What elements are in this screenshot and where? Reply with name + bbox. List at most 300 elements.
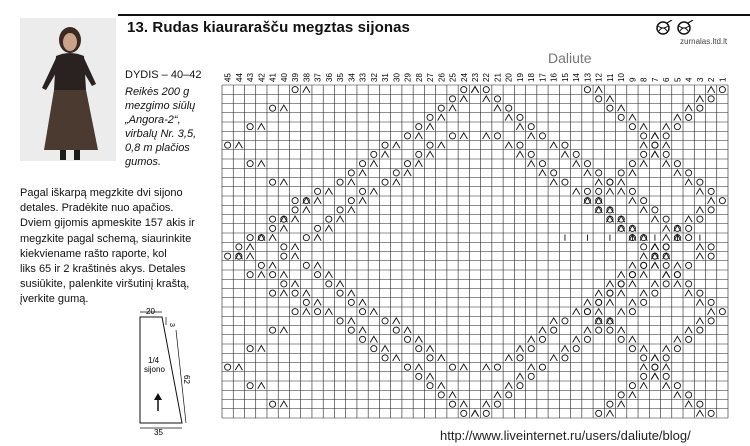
decrease-symbol (595, 179, 602, 185)
decrease-symbol (573, 161, 580, 167)
decrease-symbol (618, 327, 625, 333)
yarn-over-symbol (551, 327, 557, 333)
decrease-symbol (584, 170, 591, 176)
yarn-over-symbol (697, 216, 703, 222)
column-label: 1 (718, 77, 728, 82)
yarn-over-symbol (315, 188, 321, 194)
yarn-over-symbol (382, 355, 388, 361)
pattern-schema (120, 305, 220, 435)
decrease-symbol (651, 355, 658, 361)
decrease-symbol (280, 272, 287, 278)
decrease-symbol (651, 244, 658, 250)
decrease-symbol (370, 309, 377, 315)
decrease-symbol (359, 327, 366, 333)
yarn-over-symbol (449, 133, 455, 139)
decrease-symbol (483, 401, 490, 407)
yarn-over-symbol (348, 327, 354, 333)
yarn-over-symbol (584, 336, 590, 342)
yarn-over-symbol (303, 235, 309, 241)
decrease-symbol (291, 244, 298, 250)
decrease-symbol (584, 327, 591, 333)
yarn-over-symbol (539, 336, 545, 342)
yarn-over-symbol (663, 281, 669, 287)
materials-line: mezgimo siūlų (125, 100, 196, 112)
decrease-symbol (516, 346, 523, 352)
decrease-symbol (561, 346, 568, 352)
column-label: 10 (617, 73, 627, 82)
column-label: 4 (684, 77, 694, 82)
yarn-over-symbol (348, 198, 354, 204)
yarn-over-symbol (629, 383, 635, 389)
decrease-symbol (381, 346, 388, 352)
instructions-line: detales. Pradėkite nuo apačios. (20, 202, 174, 215)
yarn-over-symbol (663, 373, 669, 379)
yarn-over-symbol (596, 188, 602, 194)
decrease-symbol (606, 410, 613, 416)
decrease-symbol (696, 96, 703, 102)
decrease-symbol (550, 318, 557, 324)
column-label: 17 (538, 73, 548, 82)
decrease-symbol (516, 373, 523, 379)
yarn-over-symbol (708, 318, 714, 324)
instructions-line: susiūkite, palenkite viršutinį kraštą, (20, 278, 190, 291)
yarn-over-symbol (641, 299, 647, 305)
decrease-symbol (505, 142, 512, 148)
decrease-symbol (663, 124, 670, 130)
column-label: 12 (594, 73, 604, 82)
yarn-over-symbol (697, 179, 703, 185)
decrease-symbol (595, 290, 602, 296)
yarn-over-symbol (326, 216, 332, 222)
yarn-over-symbol (641, 244, 647, 250)
column-label: 24 (459, 73, 469, 82)
knitting-chart (219, 65, 730, 420)
decrease-symbol (640, 383, 647, 389)
column-label: 8 (639, 77, 649, 82)
decrease-symbol (618, 401, 625, 407)
footer-url: http://www.liveinternet.ru/users/daliute/blog/ (440, 428, 691, 443)
yarn-over-symbol (596, 410, 602, 416)
yarn-over-symbol (641, 355, 647, 361)
yarn-over-symbol (652, 207, 658, 213)
yarn-icons (655, 20, 694, 36)
yarn-over-symbol (641, 373, 647, 379)
decrease-symbol (471, 87, 478, 93)
decrease-symbol (314, 198, 321, 204)
decrease-symbol (471, 410, 478, 416)
decrease-symbol (348, 179, 355, 185)
decrease-symbol (516, 124, 523, 130)
yarn-over-symbol (270, 105, 276, 111)
decrease-symbol (640, 142, 647, 148)
decrease-symbol (640, 364, 647, 370)
yarn-over-symbol (427, 142, 433, 148)
decrease-symbol (438, 114, 445, 120)
yarn-over-symbol (674, 272, 680, 278)
column-label: 21 (493, 73, 503, 82)
decrease-symbol (595, 87, 602, 93)
decrease-symbol (426, 346, 433, 352)
decrease-symbol (685, 216, 692, 222)
yarn-over-symbol (326, 281, 332, 287)
decrease-symbol (483, 133, 490, 139)
yarn-over-symbol (360, 161, 366, 167)
decrease-symbol (651, 355, 658, 361)
column-label: 25 (448, 73, 458, 82)
decrease-symbol (393, 179, 400, 185)
decrease-symbol (505, 114, 512, 120)
decrease-symbol (708, 198, 715, 204)
decrease-symbol (539, 170, 546, 176)
yarn-over-symbol (596, 327, 602, 333)
yarn-over-symbol (618, 336, 624, 342)
column-label: 23 (471, 73, 480, 82)
yarn-over-symbol (247, 235, 253, 241)
column-label: 14 (572, 73, 582, 82)
decrease-symbol (708, 87, 715, 93)
decrease-symbol (674, 281, 681, 287)
decrease-symbol (370, 336, 377, 342)
yarn-over-symbol (596, 299, 602, 305)
decrease-symbol (426, 124, 433, 130)
materials-line: virbalų Nr. 3,5, (125, 128, 197, 140)
yarn-over-symbol (686, 235, 692, 241)
yarn-over-symbol (686, 170, 692, 176)
decrease-symbol (494, 392, 501, 398)
yarn-over-symbol (427, 383, 433, 389)
decrease-symbol (325, 188, 332, 194)
yarn-over-symbol (416, 373, 422, 379)
decrease-symbol (674, 114, 681, 120)
column-label: 44 (234, 73, 244, 82)
yarn-over-symbol (686, 225, 692, 231)
column-label: 18 (527, 73, 537, 82)
decrease-symbol (685, 179, 692, 185)
decrease-symbol (696, 410, 703, 416)
page-title: 13. Rudas kiaurarašču megztas sijonas (127, 19, 410, 36)
up-arrow-icon (154, 393, 162, 411)
decrease-symbol (314, 235, 321, 241)
header-rule (118, 14, 750, 16)
yarn-over-symbol (371, 151, 377, 157)
instructions-line: Pagal iškarpą megzkite dvi sijono (20, 187, 183, 199)
decrease-symbol (618, 188, 625, 194)
yarn-over-symbol (337, 179, 343, 185)
decrease-symbol (336, 281, 343, 287)
yarn-ball-icon (655, 20, 673, 36)
decrease-symbol (393, 142, 400, 148)
decrease-symbol (280, 327, 287, 333)
yarn-over-symbol (641, 133, 647, 139)
yarn-over-symbol (483, 87, 489, 93)
decrease-symbol (438, 383, 445, 389)
yarn-over-symbol (596, 170, 602, 176)
decrease-symbol (348, 290, 355, 296)
decrease-symbol (651, 133, 658, 139)
decrease-symbol (460, 401, 467, 407)
decrease-symbol (325, 309, 332, 315)
yarn-over-symbol (371, 346, 377, 352)
yarn-over-symbol (449, 401, 455, 407)
instructions-line: kiekviename rašto raporte, kol (20, 247, 167, 260)
column-label: 16 (549, 73, 559, 82)
yarn-over-symbol (506, 105, 512, 111)
yarn-over-symbol (416, 151, 422, 157)
materials-line: 0,8 m plačios (125, 142, 190, 154)
decrease-symbol (280, 179, 287, 185)
decrease-symbol (235, 364, 242, 370)
yarn-over-symbol (629, 124, 635, 130)
yarn-over-symbol (551, 170, 557, 176)
decrease-symbol (438, 142, 445, 148)
yarn-over-symbol (281, 253, 287, 259)
decrease-symbol (685, 327, 692, 333)
decrease-symbol (280, 401, 287, 407)
yarn-over-symbol (303, 299, 309, 305)
yarn-over-symbol (562, 318, 568, 324)
yarn-over-symbol (427, 114, 433, 120)
materials-block (125, 85, 215, 169)
yarn-over-symbol (652, 290, 658, 296)
decrease-symbol (471, 410, 478, 416)
yarn-over-symbol (573, 151, 579, 157)
decrease-symbol (336, 216, 343, 222)
yarn-over-symbol (449, 364, 455, 370)
decrease-symbol (415, 161, 422, 167)
yarn-over-symbol (641, 198, 647, 204)
decrease-symbol (651, 216, 658, 222)
model-photo (20, 18, 116, 161)
decrease-symbol (663, 142, 670, 148)
yarn-over-symbol (697, 401, 703, 407)
yarn-over-symbol (562, 142, 568, 148)
decrease-symbol (303, 87, 310, 93)
yarn-over-symbol (629, 161, 635, 167)
yarn-over-symbol (337, 290, 343, 296)
decrease-symbol (415, 133, 422, 139)
column-label: 2 (707, 77, 717, 82)
column-label: 42 (257, 73, 267, 82)
yarn-over-symbol (708, 244, 714, 250)
yarn-over-symbol (427, 355, 433, 361)
yarn-over-symbol (562, 179, 568, 185)
decrease-symbol (269, 235, 276, 241)
yarn-over-symbol (506, 392, 512, 398)
yarn-over-symbol (584, 188, 590, 194)
yarn-over-symbol (270, 225, 276, 231)
decrease-symbol (640, 207, 647, 213)
yarn-over-symbol (708, 188, 714, 194)
decrease-symbol (618, 290, 625, 296)
yarn-over-symbol (674, 346, 680, 352)
yarn-over-symbol (584, 87, 590, 93)
schema-bottom-width: 35 (154, 428, 163, 435)
decrease-symbol (235, 142, 242, 148)
decrease-symbol (629, 336, 636, 342)
column-label: 26 (437, 73, 447, 82)
yarn-over-symbol (686, 392, 692, 398)
decrease-symbol (516, 151, 523, 157)
decrease-symbol (303, 290, 310, 296)
decrease-symbol (291, 281, 298, 287)
yarn-over-symbol (292, 198, 298, 204)
decrease-symbol (426, 151, 433, 157)
decrease-symbol (696, 318, 703, 324)
decrease-symbol (449, 105, 456, 111)
yarn-over-symbol (382, 142, 388, 148)
column-label: 30 (392, 73, 402, 82)
yarn-over-symbol (663, 355, 669, 361)
yarn-over-symbol (247, 346, 253, 352)
yarn-over-symbol (674, 383, 680, 389)
yarn-over-symbol (618, 170, 624, 176)
yarn-over-symbol (247, 272, 253, 278)
yarn-over-symbol (494, 96, 500, 102)
column-label: 20 (504, 73, 514, 82)
yarn-over-symbol (393, 170, 399, 176)
yarn-over-symbol (360, 336, 366, 342)
decrease-symbol (370, 161, 377, 167)
yarn-over-symbol (607, 327, 613, 333)
yarn-over-symbol (382, 179, 388, 185)
yarn-over-symbol (652, 364, 658, 370)
decrease-symbol (550, 355, 557, 361)
column-label: 43 (246, 73, 256, 82)
decrease-symbol (573, 309, 580, 315)
decrease-symbol (573, 336, 580, 342)
yarn-over-symbol (618, 114, 624, 120)
yarn-over-symbol (292, 290, 298, 296)
yarn-over-symbol (270, 327, 276, 333)
yarn-over-symbol (629, 309, 635, 315)
schema-height: 62 (182, 375, 191, 384)
decrease-symbol (629, 262, 636, 268)
yarn-over-symbol (382, 318, 388, 324)
decrease-symbol (606, 281, 613, 287)
decrease-symbol (404, 170, 411, 176)
yarn-over-symbol (270, 179, 276, 185)
yarn-over-symbol (708, 253, 714, 259)
decrease-symbol (663, 346, 670, 352)
yarn-over-symbol (596, 96, 602, 102)
yarn-over-symbol (270, 401, 276, 407)
yarn-over-symbol (607, 105, 613, 111)
decrease-symbol (258, 124, 265, 130)
yarn-over-symbol (528, 151, 534, 157)
column-label: 32 (369, 73, 379, 82)
decrease-symbol (483, 364, 490, 370)
instructions-line: megzkite pagal schemą, siaurinkite (20, 232, 192, 245)
instructions-line: Dviem gijomis apmeskite 157 akis ir (20, 217, 195, 230)
decrease-symbol (550, 142, 557, 148)
decrease-symbol (663, 383, 670, 389)
decrease-symbol (393, 355, 400, 361)
decrease-symbol (348, 207, 355, 213)
decrease-symbol (651, 151, 658, 157)
decrease-symbol (494, 105, 501, 111)
yarn-ball-icon (676, 20, 694, 36)
decrease-symbol (426, 373, 433, 379)
column-label: 22 (482, 73, 492, 82)
yarn-over-symbol (539, 133, 545, 139)
column-label: 40 (279, 73, 289, 82)
decrease-symbol (685, 105, 692, 111)
schema-panel-label: sijono (144, 365, 165, 374)
yarn-over-symbol (337, 207, 343, 213)
yarn-over-symbol (270, 216, 276, 222)
schema-top-width: 20 (146, 307, 155, 316)
yarn-over-symbol (404, 133, 410, 139)
decrease-symbol (651, 262, 658, 268)
yarn-over-symbol (607, 401, 613, 407)
chart-signature: Daliute (548, 50, 592, 66)
column-label: 7 (650, 77, 660, 82)
yarn-over-symbol (236, 244, 242, 250)
decrease-symbol (393, 318, 400, 324)
decrease-symbol (606, 188, 613, 194)
decrease-symbol (606, 299, 613, 305)
materials-line: „Angora-2“, (125, 114, 181, 126)
column-label: 33 (358, 73, 368, 82)
yarn-over-symbol (674, 124, 680, 130)
decrease-symbol (258, 161, 265, 167)
yarn-over-symbol (281, 281, 287, 287)
yarn-over-symbol (225, 364, 231, 370)
decrease-symbol (674, 392, 681, 398)
decrease-symbol (528, 364, 535, 370)
yarn-over-symbol (517, 355, 523, 361)
yarn-over-symbol (348, 299, 354, 305)
column-label: 15 (560, 73, 570, 82)
column-label: 39 (291, 73, 301, 82)
decrease-symbol (246, 244, 253, 250)
decrease-symbol (359, 198, 366, 204)
yarn-over-symbol (281, 244, 287, 250)
schema-panel-label: 1/4 (148, 356, 160, 365)
decrease-symbol (663, 364, 670, 370)
decrease-symbol (629, 198, 636, 204)
decrease-symbol (471, 87, 478, 93)
decrease-symbol (584, 299, 591, 305)
decrease-symbol (438, 355, 445, 361)
decrease-symbol (291, 216, 298, 222)
decrease-symbol (505, 383, 512, 389)
decrease-symbol (696, 207, 703, 213)
decrease-symbol (651, 373, 658, 379)
decrease-symbol (651, 262, 658, 268)
decrease-symbol (618, 309, 625, 315)
yarn-over-symbol (393, 327, 399, 333)
decrease-symbol (460, 364, 467, 370)
decrease-symbol (303, 207, 310, 213)
yarn-over-symbol (517, 142, 523, 148)
decrease-symbol (629, 114, 636, 120)
decrease-symbol (561, 151, 568, 157)
column-label: 6 (662, 77, 672, 82)
decrease-symbol (674, 170, 681, 176)
column-label: 11 (605, 73, 615, 82)
yarn-over-symbol (404, 364, 410, 370)
schema-top-height: 3 (168, 323, 175, 327)
yarn-over-symbol (584, 161, 590, 167)
decrease-symbol (314, 262, 321, 268)
decrease-symbol (674, 262, 681, 268)
yarn-over-symbol (270, 290, 276, 296)
yarn-over-symbol (708, 96, 714, 102)
yarn-over-symbol (225, 253, 231, 259)
yarn-over-symbol (663, 151, 669, 157)
column-label: 28 (414, 73, 424, 82)
